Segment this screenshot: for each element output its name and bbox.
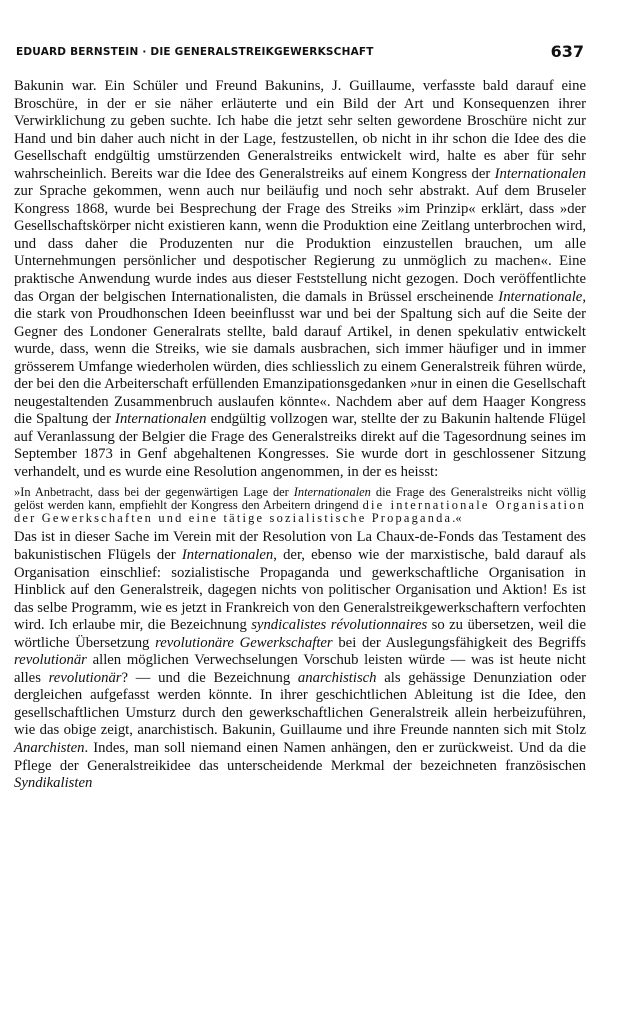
text-run: Das ist in dieser Sache im Verein mit der Resolution von La Chaux-de-Fonds das Testament des bakunistischen Flügels der (14, 529, 586, 564)
text-run: , der, ebenso wie der marxistische, bald darauf als Organisation einschlief: sozialistische Propaganda und gewerkschaftliche Organisation in Hinblick auf den Generalstreik, dagegen nichts von politischer Organisation und Aktion! Es ist das selbe Programm, wie es jetzt in Frankreich von den Generalstreikgewerkschaftern verfochten wird. Ich erlaube mir, die Bezeichnung (14, 547, 586, 634)
body-text (14, 78, 586, 793)
paragraph-2 (14, 529, 586, 792)
italic-term: syndicalistes révolutionnaires (251, 617, 428, 634)
running-header (16, 42, 584, 64)
running-title: EDUARD BERNSTEIN · DIE GENERALSTREIKGEWERKSCHAFT (16, 46, 374, 58)
paragraph-1 (14, 78, 586, 482)
italic-term: revolutionäre Gewerkschafter (155, 634, 333, 651)
italic-term: Internationalen (181, 547, 274, 564)
text-run: »In Anbetracht, dass bei der gegenwärtigen Lage der (14, 484, 294, 499)
italic-term: revolutionär (48, 669, 122, 686)
text-run: , die stark von Proudhonschen Ideen beeinflusst war und bei der Spaltung sich auf die Seite der Gegner des Londoner Generalrats stellte, bald darauf Artikel, in denen spekulativ entwickelt wurde, dass, wenn die Streiks, wie sie damals ausbrachen, sich immer häufiger und in immer grösserem Umfange wiederholen würden, dies schliesslich zu einem Generalstreik führen würde, der bei den die Arbeiterschaft erfüllenden Emanzipationsgedanken »nur in einen die Gesellschaft neugestaltenden Zusammenbruch auslaufen könnte«. Nachdem aber auf dem Haager Kongress die Spaltung der (14, 288, 586, 428)
italic-term: anarchistisch (297, 669, 377, 686)
italic-term: Syndikalisten (14, 775, 93, 792)
italic-term: Internationalen (115, 411, 207, 428)
text-run: die Frage des Generalstreiks nicht völlig gelöst werden kann, empfiehlt der Kongress den Arbeitern dringend (14, 484, 587, 512)
text-run: als gehässige Denunziation oder dergleichen aufgefasst werden könnte. In ihrer geschichtlichen Ableitung ist die Idee, den gesellschaftlichen Umsturz durch den gewerkschaftlichen Generalstreik allein herbeizuführen, wie das obige zeigt, anarchistisch. Bakunin, Guillaume und ihre Freunde nannten sich mit Stolz (14, 669, 587, 739)
text-run: zur Sprache gekommen, wenn auch nur beiläufig und noch sehr abstrakt. Auf dem Bruseler Kongress 1868, wurde bei Besprechung der Frage des Streiks »im Prinzip« erklärt, dass »der Gesellschaftskörper nicht existieren kann, wenn die Produktion eine Zeitlang unterbrochen wird, und dass daher die Produzenten nur die Produktion einzustellen brauchen, um alle Unternehmungen persönlicher und despotischer Regierung zu unmöglich zu machen«. Eine praktische Anwendung wurde indes aus dieser Feststellung nicht gezogen. Doch veröffentlichte das Organ der belgischen Internationalisten, die damals in Brüssel erscheinende (14, 183, 586, 305)
italic-term: revolutionär (14, 652, 87, 669)
text-run: ? — und die Bezeichnung (121, 669, 298, 686)
text-run: . Indes, man soll niemand einen Namen anhängen, den er zurückweist. Und da die Pflege der Generalstreikidee das unterscheidende Merkmal der bezeichneten französischen (14, 740, 586, 774)
text-run: bei der Auslegungsfähigkeit des Begriffs (332, 634, 586, 651)
text-run: allen möglichen Verwechselungen Vorschub leisten würde — was ist heute nicht alles (14, 652, 586, 686)
italic-term: Internationalen (293, 484, 371, 499)
text-run: Bakunin war. Ein Schüler und Freund Bakunins, J. Guillaume, verfasste bald darauf eine Broschüre, in der er sie näher erläuterte und ein Bild der Art und Konsequenzen ihrer Verwirklichung zu geben suchte. Ich habe die jetzt sehr selten gewordene Broschüre nicht zur Hand und bin daher auch nicht in der Lage, festzustellen, ob nicht in ihr schon die Idee des die Gesellschaft endgültig umstürzenden Generalstreiks entwickelt wird, halte es aber für sehr wahrscheinlich. Bereits war die Idee des Generalstreiks auf einem Kongress der (14, 78, 586, 182)
resolution-quote (14, 486, 586, 526)
spaced-emphasis: die internationale Organisation der Gewerkschaften und eine tätige sozialistische Propaganda (14, 497, 586, 526)
text-run: endgültig vollzogen war, stellte der zu Bakunin haltende Flügel auf Veranlassung der Belgier die Frage des Generalstreiks direkt auf die Tagesordnung seines im September 1873 in Genf abgehaltenen Kongresses. Sie wurde dort in geschlossener Sitzung verhandelt, und es wurde eine Resolution angenommen, in der es heisst: (14, 411, 587, 481)
text-run: so zu übersetzen, weil die wörtliche Übersetzung (14, 617, 586, 651)
italic-term: Anarchisten (14, 740, 85, 757)
page-number: 637 (550, 42, 584, 61)
italic-term: Internationalen (494, 165, 586, 182)
text-run: .« (452, 511, 462, 526)
italic-term: Internationale (498, 288, 583, 305)
